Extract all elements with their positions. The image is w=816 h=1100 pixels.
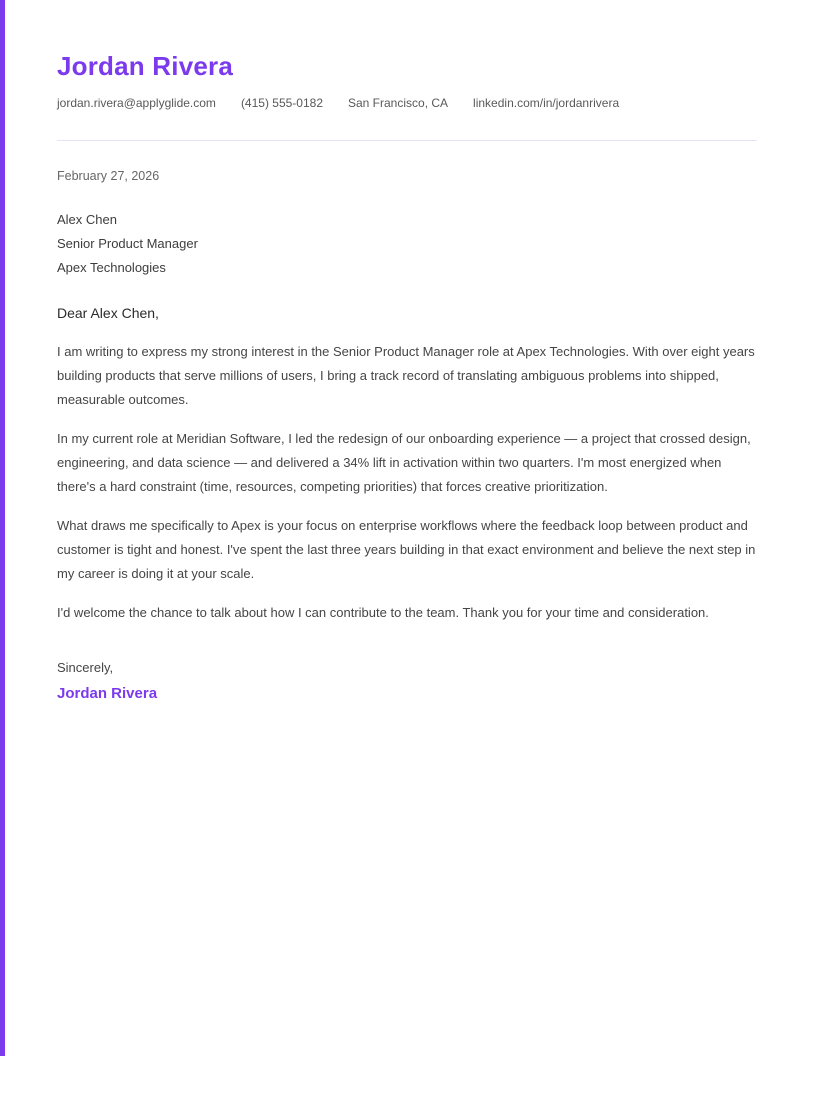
contact-email: jordan.rivera@applyglide.com: [57, 96, 216, 110]
body-paragraph: I am writing to express my strong interest in the Senior Product Manager role at Apex Technologies. With over eight years building products that serve millions of users, I bring a track record of translating ambiguous problems into shipped, measurable outcomes.: [57, 344, 755, 407]
page-title: Jordan Rivera: [57, 51, 234, 81]
salutation: Dear Alex Chen,: [57, 305, 159, 321]
contact-phone: (415) 555-0182: [240, 96, 323, 110]
body-paragraph: I'd welcome the chance to talk about how I can contribute to the team. Thank you for your time and consideration.: [57, 605, 709, 620]
recipient-company: Apex Technologies: [57, 260, 166, 275]
header-divider: [57, 140, 757, 141]
closing-line: Sincerely,: [57, 660, 114, 675]
recipient-title: Senior Product Manager: [57, 236, 198, 251]
letter-body: [57, 340, 757, 625]
recipient-name: Alex Chen: [57, 212, 117, 227]
letter-date: February 27, 2026: [57, 169, 160, 183]
recipient-block: [57, 208, 757, 280]
contact-row: [57, 95, 757, 111]
body-paragraph: In my current role at Meridian Software, I led the redesign of our onboarding experience — a project that crossed design, engineering, and data science — and delivered a 34% lift in activation within two quarters. I'm most energized when there's a hard constraint (time, resources, competing priorities) that forces creative prioritization.: [57, 431, 751, 494]
contact-linkedin: linkedin.com/in/jordanrivera: [473, 96, 620, 110]
signature-name: Jordan Rivera: [57, 685, 158, 702]
body-paragraph: What draws me specifically to Apex is your focus on enterprise workflows where the feedback loop between product and customer is tight and honest. I've spent the last three years building in that exact environment and believe the next step in my career is doing it at your scale.: [57, 518, 756, 581]
left-accent-bar: [0, 0, 5, 1056]
contact-location: San Francisco, CA: [348, 96, 449, 110]
